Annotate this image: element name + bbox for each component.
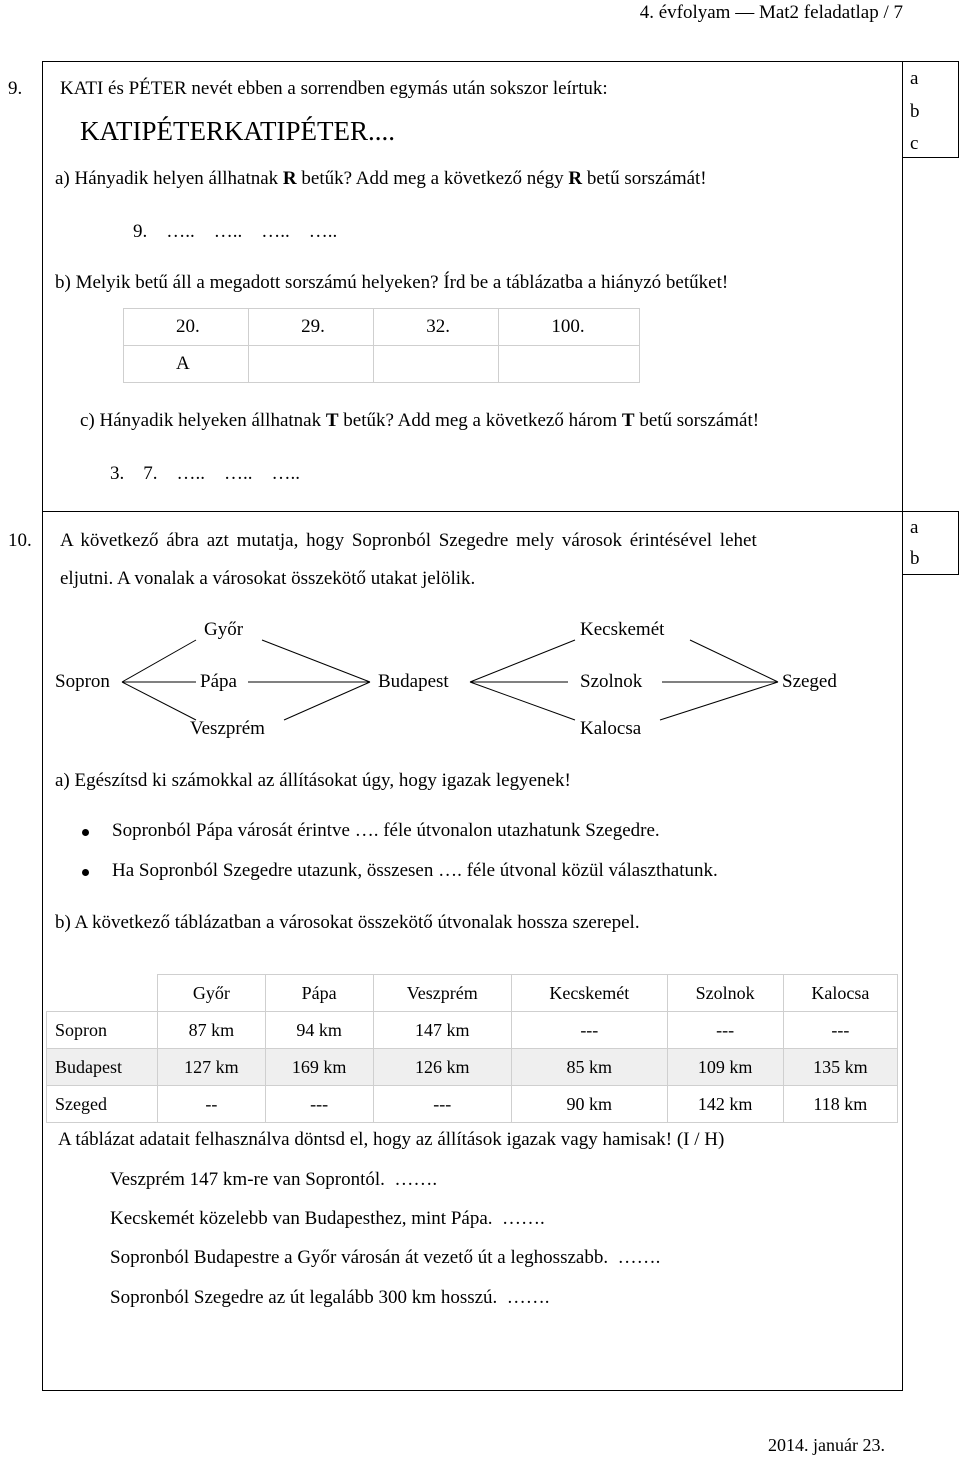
task9-a-bold-1: R [282,168,297,189]
table-corner-cell [47,975,158,1012]
city-szeged: Szeged [782,671,837,692]
row-label: Szeged [47,1086,158,1123]
task9-a-bold-2: R [568,168,583,189]
task9-question-b: b) Melyik betű áll a megadott sorszámú helyeken? Írd be a táblázatba a hiányzó betűket! [55,272,729,293]
table-cell: 169 km [265,1049,373,1086]
task-divider [42,511,903,512]
task10-statement-2[interactable]: Ha Sopronból Szegedre utazunk, összesen …. féle útvonal közül választhatunk. [112,860,718,881]
row-label: Sopron [47,1012,158,1049]
task10-intro-line2: eljutni. A vonalak a városokat összekötő utakat jelölik. [60,568,476,589]
table-cell: --- [667,1012,783,1049]
task9-sequence: KATIPÉTERKATIPÉTER.... [80,116,395,146]
route-diagram [0,600,900,750]
table-cell: 135 km [783,1049,897,1086]
score-letter-10a: a [910,517,919,538]
task9-answer-a[interactable]: 9. ….. ….. ….. ….. [133,221,338,242]
task9-answer-c[interactable]: 3. 7. ….. ….. ….. [110,463,300,484]
task10-question-a: a) Egészítsd ki számokkal az állításokat úgy, hogy igazak legyenek! [55,770,571,791]
table-row [47,1086,898,1123]
answer-cell[interactable] [499,346,640,383]
answer-cell[interactable] [249,346,374,383]
tf-statement-2[interactable]: Kecskemét közelebb van Budapesthez, mint Pápa. ……. [110,1208,545,1229]
road-sopron-gyor [122,640,196,682]
road-kalocsa-szeged [660,682,778,720]
score-letter-9b: b [910,101,920,122]
table-row [47,1049,898,1086]
table-cell: 147 km [373,1012,512,1049]
city-veszprem: Veszprém [190,718,265,739]
city-kalocsa: Kalocsa [580,718,642,739]
table-cell: 109 km [667,1049,783,1086]
task10-number: 10. [8,530,32,551]
table-cell: 94 km [265,1012,373,1049]
distance-table [46,974,898,1123]
score-letter-10b: b [910,548,920,569]
task9-a-text-1: a) Hányadik helyen állhatnak [55,168,283,189]
road-kecskemet-szeged [690,640,778,682]
task9-c-text-2: betűk? Add meg a következő három [338,410,622,431]
task9-intro: KATI és PÉTER nevét ebben a sorrendben egymás után sokszor leírtuk: [60,78,608,99]
tf-statement-4[interactable]: Sopronból Szegedre az út legalább 300 km hosszú. ……. [110,1287,550,1308]
frame-top [42,61,958,62]
road-gyor-budapest [262,640,370,682]
table-row [47,1012,898,1049]
task10-statement-1[interactable]: Sopronból Pápa városát érintve …. féle útvonalon utazhatunk Szegedre. [112,820,660,841]
task9-number: 9. [8,78,23,99]
road-budapest-kalocsa [470,682,575,720]
task9-c-text-1: c) Hányadik helyeken állhatnak [80,410,326,431]
task9-question-c [80,410,759,432]
table-cell: 90 km [512,1086,667,1123]
table-header-cell: 32. [374,309,499,346]
table-header-cell: Kalocsa [783,975,897,1012]
task9-question-a [55,168,707,190]
score-letter-9c: c [910,133,919,154]
tf-statement-3[interactable]: Sopronból Budapestre a Győr városán át vezető út a leghosszabb. ……. [110,1247,661,1268]
table-header-cell: Kecskemét [512,975,667,1012]
table-cell: 127 km [158,1049,266,1086]
frame-right [902,61,903,1390]
table-cell: 142 km [667,1086,783,1123]
true-false-intro: A táblázat adatait felhasználva döntsd el, hogy az állítások igazak vagy hamisak! (I / H) [58,1129,725,1150]
city-kecskemet: Kecskemét [580,619,665,640]
table-cell: --- [783,1012,897,1049]
task9-c-text-3: betű sorszámát! [634,410,760,431]
table-cell: 126 km [373,1049,512,1086]
task9-a-text-2: betűk? Add meg a következő négy [296,168,569,189]
task10-intro-line1: A következő ábra azt mutatja, hogy Sopronból Szegedre mely városok érintésével lehet [60,530,757,551]
table-header-cell: 100. [499,309,640,346]
frame-bottom [42,1390,903,1391]
row-label: Budapest [47,1049,158,1086]
answer-cell[interactable]: A [124,346,249,383]
table-header-cell: Győr [158,975,266,1012]
table-header-cell: Szolnok [667,975,783,1012]
table-header-cell: Pápa [265,975,373,1012]
city-papa: Pápa [200,671,237,692]
table-header-cell: 29. [249,309,374,346]
road-sopron-veszprem [122,682,196,720]
page-footer: 2014. január 23. [768,1435,885,1455]
city-szolnok: Szolnok [580,671,643,692]
road-budapest-kecskemet [470,640,575,682]
table-cell: --- [373,1086,512,1123]
task9-c-bold-1: T [325,410,339,431]
table-cell: 85 km [512,1049,667,1086]
table-cell: --- [512,1012,667,1049]
task9-a-text-3: betű sorszámát! [582,168,707,189]
table-cell: 87 km [158,1012,266,1049]
road-veszprem-budapest [284,682,370,720]
city-budapest: Budapest [378,671,449,692]
page-header: 4. évfolyam — Mat2 feladatlap / 7 [639,2,903,23]
table-header-cell: 20. [124,309,249,346]
table-cell: 118 km [783,1086,897,1123]
table-cell: -- [158,1086,266,1123]
task10-question-b: b) A következő táblázatban a városokat összekötő útvonalak hossza szerepel. [55,912,640,933]
city-sopron: Sopron [55,671,110,692]
bullet-1 [82,829,89,836]
table-header-cell: Veszprém [373,975,512,1012]
task9-letter-table [123,308,640,383]
answer-cell[interactable] [374,346,499,383]
task9-c-bold-2: T [621,410,635,431]
city-gyor: Győr [204,619,244,640]
table-cell: --- [265,1086,373,1123]
bullet-2 [82,869,89,876]
tf-statement-1[interactable]: Veszprém 147 km-re van Soprontól. ……. [110,1169,438,1190]
score-letter-9a: a [910,68,919,89]
